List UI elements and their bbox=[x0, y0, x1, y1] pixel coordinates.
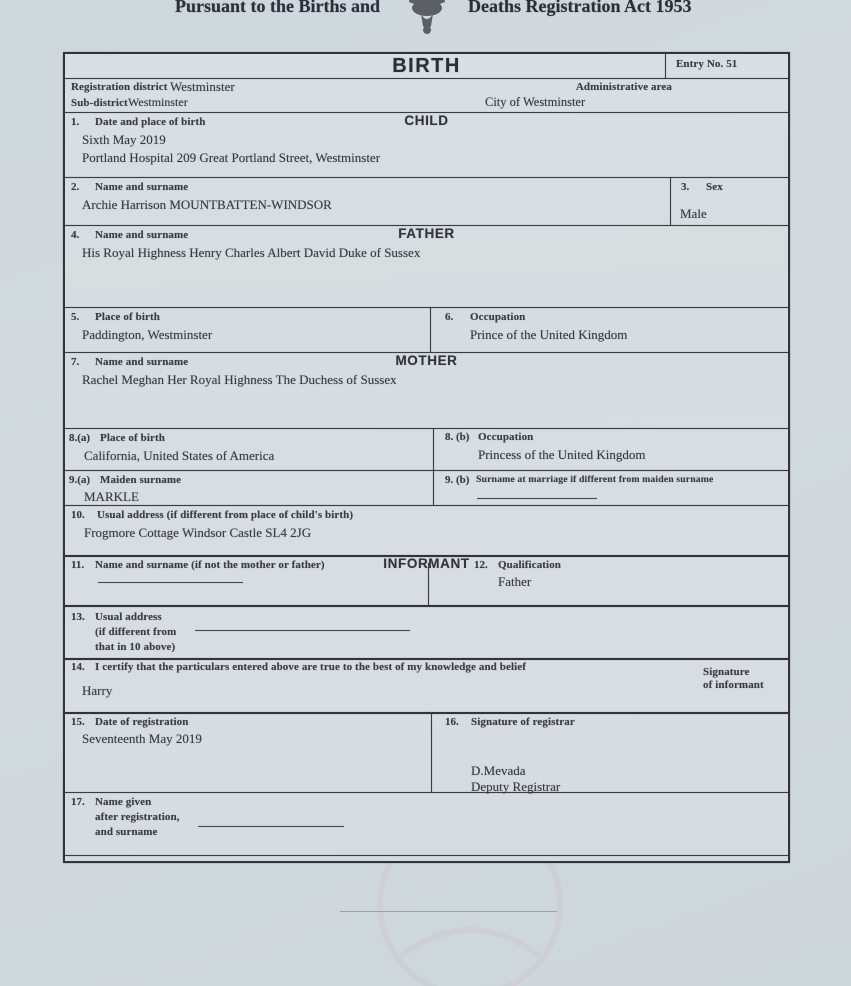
footer-rule bbox=[340, 911, 557, 912]
field-17-blank-line bbox=[198, 826, 344, 827]
registrar-title: Deputy Registrar bbox=[471, 779, 561, 794]
field-11-blank-line bbox=[98, 582, 243, 583]
field-8b-value: Princess of the United Kingdom bbox=[478, 447, 646, 462]
field-2-number: 2. bbox=[71, 181, 80, 193]
registrar-signature: D.Mevada bbox=[471, 763, 526, 778]
divider bbox=[63, 712, 790, 714]
field-7-number: 7. bbox=[71, 356, 80, 368]
field-10-value: Frogmore Cottage Windsor Castle SL4 2JG bbox=[84, 525, 312, 540]
divider bbox=[63, 855, 790, 856]
header-left-text: Pursuant to the Births and bbox=[175, 0, 381, 16]
section-heading-father: FATHER bbox=[398, 226, 455, 241]
field-14-label: I certify that the particulars entered above are true to the best of my knowledge and belief bbox=[95, 661, 527, 673]
field-11-number: 11. bbox=[71, 559, 85, 571]
field-12-label: Qualification bbox=[498, 559, 562, 571]
field-17-number: 17. bbox=[71, 796, 85, 808]
form-title: BIRTH bbox=[392, 55, 461, 77]
header-right-text: Deaths Registration Act 1953 bbox=[468, 0, 692, 16]
field-13-number: 13. bbox=[71, 611, 85, 623]
field-15-value: Seventeenth May 2019 bbox=[82, 731, 202, 746]
field-4-value: His Royal Highness Henry Charles Albert David Duke of Sussex bbox=[82, 245, 421, 260]
section-heading-informant: INFORMANT bbox=[383, 556, 470, 571]
registration-district-value: Westminster bbox=[170, 79, 235, 94]
field-9b-number: 9. (b) bbox=[445, 474, 470, 486]
field-13-label-line1: Usual address bbox=[95, 611, 162, 623]
field-1-value-line2: Portland Hospital 209 Great Portland Street, Westminster bbox=[82, 150, 381, 165]
field-14-number: 14. bbox=[71, 661, 85, 673]
field-12-number: 12. bbox=[474, 559, 488, 571]
administrative-area-value: City of Westminster bbox=[485, 95, 586, 109]
field-6-value: Prince of the United Kingdom bbox=[470, 327, 628, 342]
signature-of-informant-label-line1: Signature bbox=[703, 666, 750, 678]
section-heading-mother: MOTHER bbox=[395, 353, 458, 368]
field-3-number: 3. bbox=[681, 181, 690, 193]
field-6-number: 6. bbox=[445, 311, 454, 323]
field-13-label-line2: (if different from bbox=[95, 626, 177, 638]
divider bbox=[63, 470, 790, 471]
field-3-value: Male bbox=[680, 206, 707, 221]
field-13-blank-line bbox=[195, 630, 410, 631]
divider bbox=[431, 712, 432, 792]
field-8a-value: California, United States of America bbox=[84, 448, 275, 463]
field-5-label: Place of birth bbox=[95, 311, 160, 323]
field-1-number: 1. bbox=[71, 116, 80, 128]
field-13-label-line3: that in 10 above) bbox=[95, 641, 176, 653]
field-17-label-line3: and surname bbox=[95, 826, 158, 838]
divider bbox=[63, 307, 790, 308]
field-5-number: 5. bbox=[71, 311, 80, 323]
field-17-label-line1: Name given bbox=[95, 796, 152, 808]
divider bbox=[63, 177, 790, 178]
field-16-label: Signature of registrar bbox=[471, 716, 575, 728]
field-11-label: Name and surname (if not the mother or father) bbox=[95, 559, 325, 571]
field-17-label-line2: after registration, bbox=[95, 811, 180, 823]
field-6-label: Occupation bbox=[470, 311, 526, 323]
divider bbox=[63, 505, 790, 506]
royal-crest-icon bbox=[403, 0, 451, 38]
field-1-value-line1: Sixth May 2019 bbox=[82, 132, 166, 147]
field-5-value: Paddington, Westminster bbox=[82, 327, 213, 342]
divider bbox=[63, 605, 790, 607]
field-2-label: Name and surname bbox=[95, 181, 189, 193]
field-8b-label: Occupation bbox=[478, 431, 534, 443]
field-15-label: Date of registration bbox=[95, 716, 189, 728]
divider bbox=[433, 428, 434, 470]
field-8a-number: 8.(a) bbox=[69, 432, 91, 444]
field-9a-label: Maiden surname bbox=[100, 474, 182, 486]
divider bbox=[63, 428, 790, 429]
field-14-value: Harry bbox=[82, 683, 113, 698]
divider bbox=[430, 307, 431, 352]
field-10-number: 10. bbox=[71, 509, 85, 521]
field-9a-value: MARKLE bbox=[84, 489, 139, 504]
divider bbox=[433, 470, 434, 505]
field-7-value: Rachel Meghan Her Royal Highness The Duchess of Sussex bbox=[82, 372, 397, 387]
divider bbox=[63, 658, 790, 660]
signature-of-informant-label-line2: of informant bbox=[703, 679, 764, 691]
field-9b-label: Surname at marriage if different from maiden surname bbox=[476, 474, 714, 485]
field-8a-label: Place of birth bbox=[100, 432, 165, 444]
field-2-value: Archie Harrison MOUNTBATTEN-WINDSOR bbox=[82, 197, 332, 212]
registration-district-label: Registration district bbox=[71, 81, 168, 93]
field-3-label: Sex bbox=[706, 181, 723, 193]
divider bbox=[63, 792, 790, 793]
field-15-number: 15. bbox=[71, 716, 85, 728]
field-7-label: Name and surname bbox=[95, 356, 189, 368]
section-heading-child: CHILD bbox=[404, 113, 449, 128]
field-9a-number: 9.(a) bbox=[69, 474, 91, 486]
field-10-label: Usual address (if different from place of child's birth) bbox=[97, 509, 354, 521]
entry-number: Entry No. 51 bbox=[676, 58, 738, 70]
field-1-label: Date and place of birth bbox=[95, 116, 206, 128]
subdistrict-label: Sub-district bbox=[71, 97, 128, 109]
field-4-label: Name and surname bbox=[95, 229, 189, 241]
administrative-area-label: Administrative area bbox=[575, 81, 672, 93]
field-4-number: 4. bbox=[71, 229, 80, 241]
field-9b-blank-line bbox=[477, 498, 597, 499]
field-12-value: Father bbox=[498, 574, 532, 589]
field-16-number: 16. bbox=[445, 716, 459, 728]
field-8b-number: 8. (b) bbox=[445, 431, 470, 443]
subdistrict-value: Westminster bbox=[128, 95, 188, 109]
sex-column-divider bbox=[670, 177, 671, 225]
